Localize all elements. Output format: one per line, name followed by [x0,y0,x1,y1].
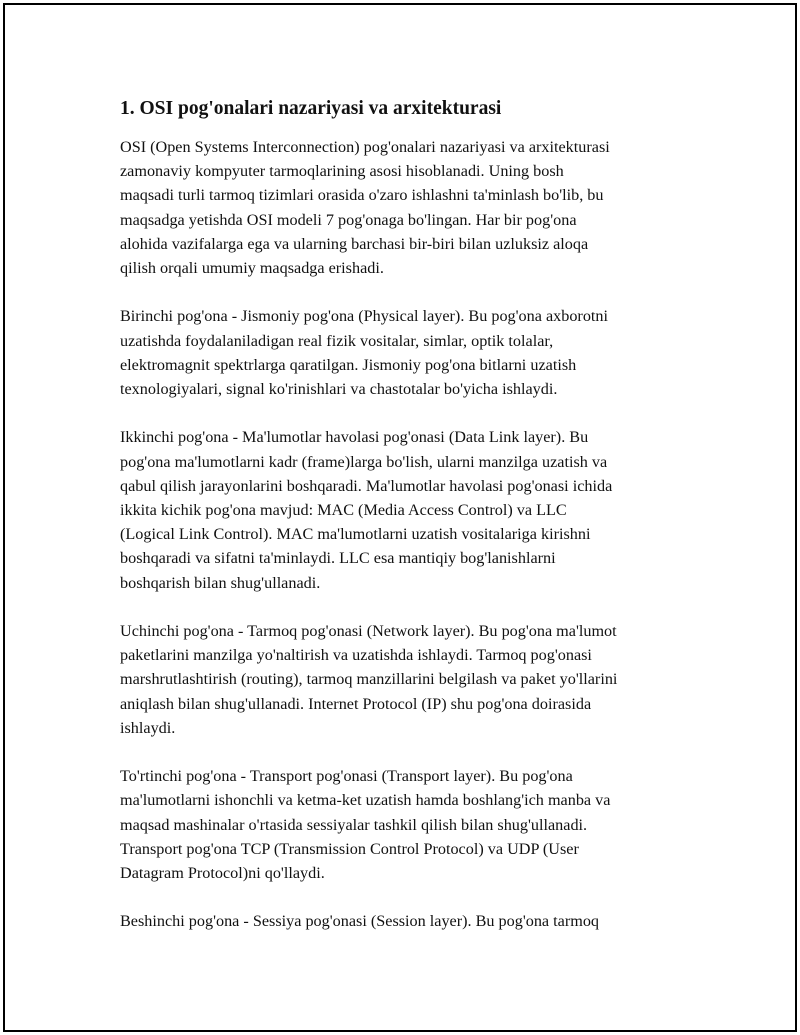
paragraph-line: boshqaradi va sifatni ta'minlaydi. LLC esa mantiqiy bog'lanishlarni [120,549,556,568]
paragraph-line: qilish orqali umumiy maqsadga erishadi. [120,259,384,278]
paragraphs-container [120,135,695,934]
document-body [120,96,695,958]
paragraph-line: pog'ona ma'lumotlarni kadr (frame)larga bo'lish, ularni manzilga uzatish va [120,452,608,471]
paragraph-line: texnologiyalari, signal ko'rinishlari va chastotalar bo'yicha ishlaydi. [120,380,558,399]
paragraph-line: maqsadi turli tarmoq tizimlari orasida o'zaro ishlashni ta'minlash bo'lib, bu [120,186,604,205]
paragraph-line: To'rtinchi pog'ona - Transport pog'onasi (Transport layer). Bu pog'ona [120,767,573,786]
paragraph [120,135,695,280]
paragraph-line: maqsadga yetishda OSI modeli 7 pog'onaga bo'lingan. Har bir pog'ona [120,210,577,229]
page-frame [3,3,797,1032]
paragraph-line: ma'lumotlarni ishonchli va ketma-ket uzatish hamda boshlang'ich manba va [120,791,611,810]
paragraph-line: Transport pog'ona TCP (Transmission Control Protocol) va UDP (User [120,839,579,858]
paragraph-line: elektromagnit spektrlarga qaratilgan. Jismoniy pog'ona bitlarni uzatish [120,355,577,374]
paragraph-line: alohida vazifalarga ega va ularning barchasi bir-biri bilan uzluksiz aloqa [120,234,589,253]
paragraph-line: Birinchi pog'ona - Jismoniy pog'ona (Physical layer). Bu pog'ona axborotni [120,307,609,326]
paragraph-line: Beshinchi pog'ona - Sessiya pog'onasi (Session layer). Bu pog'ona tarmoq [120,912,600,931]
paragraph-line: zamonaviy kompyuter tarmoqlarining asosi hisoblanadi. Uning bosh [120,162,564,181]
paragraph-line: ikkita kichik pog'ona mavjud: MAC (Media Access Control) va LLC [120,501,567,520]
paragraph-line: marshrutlashtirish (routing), tarmoq manzillarini belgilash va paket yo'llarini [120,670,618,689]
paragraph-line: Ikkinchi pog'ona - Ma'lumotlar havolasi pog'onasi (Data Link layer). Bu [120,428,589,447]
paragraph-line: maqsad mashinalar o'rtasida sessiyalar tashkil qilish bilan shug'ullanadi. [120,815,588,834]
paragraph-line: boshqarish bilan shug'ullanadi. [120,573,321,592]
paragraph-line: aniqlash bilan shug'ullanadi. Internet Protocol (IP) shu pog'ona doirasida [120,694,592,713]
document-heading: 1. OSI pog'onalari nazariyasi va arxitekturasi [120,98,502,119]
paragraph [120,764,695,885]
paragraph-line: qabul qilish jarayonlarini boshqaradi. Ma'lumotlar havolasi pog'onasi ichida [120,476,613,495]
paragraph-line: OSI (Open Systems Interconnection) pog'onalari nazariyasi va arxitekturasi [120,138,610,156]
paragraph-line: uzatishda foydalaniladigan real fizik vositalar, simlar, optik tolalar, [120,331,554,350]
paragraph [120,619,695,740]
paragraph [120,304,695,401]
paragraph-line: ishlaydi. [120,718,176,737]
paragraph-line: Datagram Protocol)ni qo'llaydi. [120,864,325,883]
paragraph-line: paketlarini manzilga yo'naltirish va uzatishda ishlaydi. Tarmoq pog'onasi [120,646,592,665]
paragraph-line: Uchinchi pog'ona - Tarmoq pog'onasi (Network layer). Bu pog'ona ma'lumot [120,622,617,641]
paragraph [120,909,695,933]
paragraph [120,425,695,594]
paragraph-line: (Logical Link Control). MAC ma'lumotlarni uzatish vositalariga kirishni [120,525,591,544]
